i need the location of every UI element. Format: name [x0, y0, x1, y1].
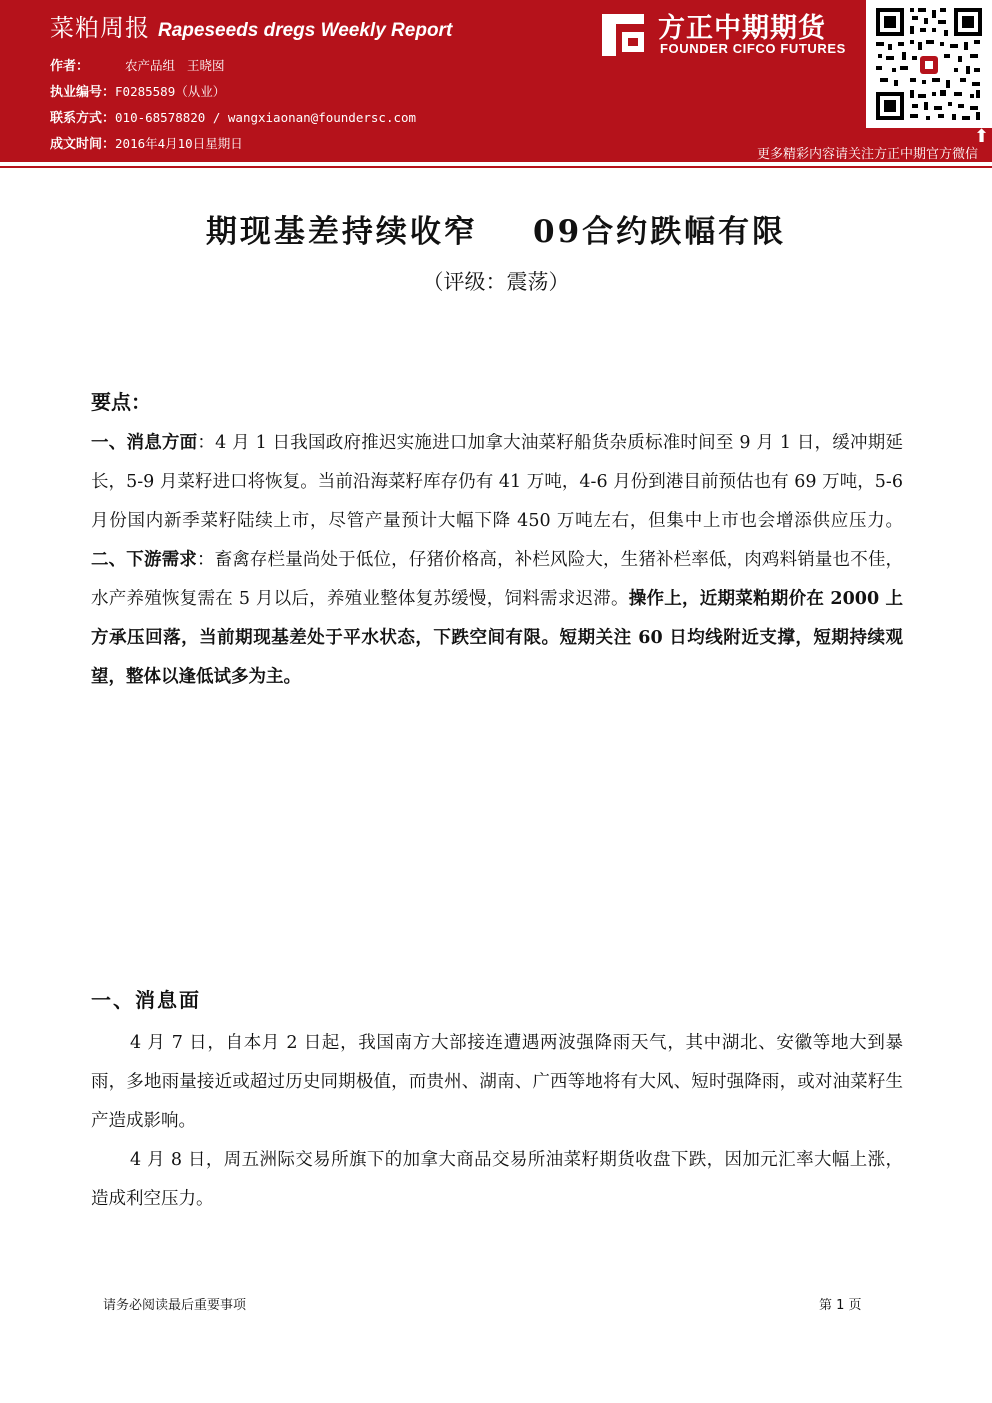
section-paragraph: 4 月 7 日，自本月 2 日起，我国南方大部接连遭遇两波强降雨天气，其中湖北、安徽等地大到暴雨，多地雨量接近或超过历史同期极值，而贵州、湖南、广西等地将有大风、短时强降雨，或对油菜籽生产造成影响。 — [91, 1033, 903, 1131]
date-value: 2016年4月10日星期日 — [115, 136, 243, 151]
qr-code-icon — [874, 6, 984, 122]
key-label-demand: 二、下游需求 — [91, 550, 197, 570]
company-logo — [602, 8, 860, 60]
report-title — [50, 8, 452, 43]
section-paragraph: 4 月 8 日，周五洲际交易所旗下的加拿大商品交易所油菜籽期货收盘下跌，因加元汇率大幅上涨，造成利空压力。 — [91, 1150, 903, 1209]
founder-logo-icon — [602, 10, 648, 56]
author-line — [50, 55, 225, 74]
header-divider — [0, 166, 992, 168]
date-line — [50, 133, 243, 152]
author-label: 作者： — [50, 59, 90, 74]
key-operation-advice: 操作上，近期菜粕期价在 2000 上方承压回落，当前期现基差处于平水状态，下跌空间有限。短期关注 60 日均线附近支撑，短期持续观望，整体以逢低试多为主。 — [91, 589, 903, 687]
contact-value[interactable]: 010-68578820 / wangxiaonan@foundersc.com — [115, 110, 417, 125]
up-arrow-icon: ⬆ — [974, 126, 990, 147]
main-title-left: 期现基差持续收窄 — [205, 214, 478, 250]
page-number: 第 1 页 — [819, 1298, 862, 1313]
report-title-en: Rapeseeds dregs Weekly Report — [158, 20, 453, 41]
key-points-heading: 要点： — [91, 390, 151, 414]
report-title-cn: 菜粕周报 — [50, 14, 150, 42]
contact-label: 联系方式： — [50, 111, 116, 126]
date-label: 成文时间： — [50, 137, 116, 152]
logo-text-cn: 方正中期期货 — [658, 13, 826, 44]
key-text-news: ：4 月 1 日我国政府推迟实施进口加拿大油菜籽船货杂质标准时间至 9 月 1 日，缓冲期延长，5-9 月菜籽进口将恢复。当前沿海菜籽库存仍有 41 万吨，4-6 月份到港目前预估也有 69 万吨，5-6 月份国内新季菜籽陆续上市，尽管产量预计大幅下降 450 万吨左右，但集中上市也会增添供应压力。 — [91, 433, 903, 531]
author-group: 农产品组 — [125, 58, 176, 73]
license-line — [50, 81, 225, 100]
section-heading-news: 一、消息面 — [91, 988, 201, 1012]
main-title-right: 09合约跌幅有限 — [533, 214, 787, 250]
report-header-band — [0, 0, 992, 162]
author-name: 王晓囡 — [187, 58, 225, 73]
logo-text-en: FOUNDER CIFCO FUTURES — [660, 41, 846, 56]
key-text-demand: ：畜禽存栏量尚处于低位，仔猪价格高，补栏风险大，生猪补栏率低，肉鸡料销量也不佳，水产养殖恢复需在 5 月以后，养殖业整体复苏缓慢，饲料需求迟滞。 — [91, 550, 904, 609]
follow-wechat-text: 更多精彩内容请关注方正中期官方微信 — [756, 147, 978, 162]
key-label-news: 一、消息方面 — [91, 433, 198, 453]
license-label: 执业编号： — [50, 85, 116, 100]
license-value: F0285589（从业） — [115, 84, 226, 99]
wechat-qr-code[interactable] — [866, 0, 992, 128]
key-points-paragraph — [91, 424, 903, 697]
footer-disclaimer: 请务必阅读最后重要事项 — [103, 1298, 247, 1313]
contact-line — [50, 107, 416, 126]
report-rating: （评级：震荡） — [422, 270, 570, 294]
report-main-title — [0, 206, 992, 251]
